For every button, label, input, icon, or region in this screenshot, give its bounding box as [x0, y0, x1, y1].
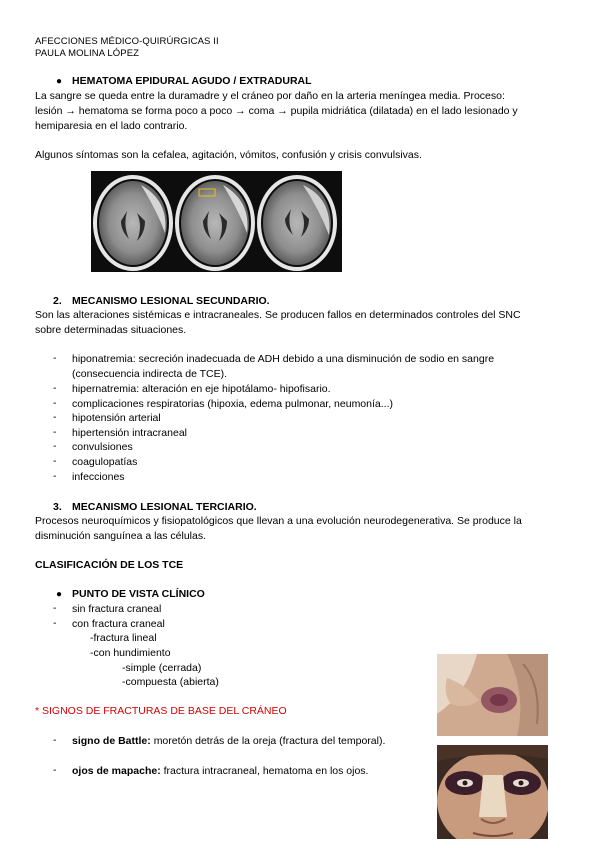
dash-marker: -: [53, 602, 57, 614]
bullet-icon: ●: [56, 589, 63, 600]
signos-title: * SIGNOS DE FRACTURAS DE BASE DEL CRÁNEO: [35, 705, 287, 717]
battle-label: signo de Battle:: [72, 735, 151, 747]
list-item: complicaciones respiratorias (hipoxia, edema pulmonar, neumonía...): [72, 398, 393, 410]
list-item: hipernatremia: alteración en eje hipotálamo- hipofisario.: [72, 383, 331, 395]
ct-scan-1: [95, 177, 171, 269]
terciario-paragraph-line: disminución sanguínea a las células.: [35, 530, 207, 542]
sub-sub-list-item: -compuesta (abierta): [122, 676, 219, 688]
course-title: AFECCIONES MÉDICO-QUIRÚRGICAS II: [35, 36, 219, 47]
dash-marker: -: [53, 352, 57, 364]
clasificacion-subtitle: PUNTO DE VISTA CLÍNICO: [72, 588, 205, 600]
mapache-item: [72, 764, 368, 779]
epidural-title: HEMATOMA EPIDURAL AGUDO / EXTRADURAL: [72, 75, 312, 87]
dash-marker: -: [53, 411, 57, 423]
ct-scan-3: [259, 177, 335, 269]
section-number: 3.: [53, 501, 62, 513]
clasificacion-title: CLASIFICACIÓN DE LOS TCE: [35, 559, 184, 571]
mapache-label: ojos de mapache:: [72, 765, 161, 777]
ct-scan-image: [91, 171, 342, 272]
dash-marker: -: [53, 455, 57, 467]
epidural-symptoms: Algunos síntomas son la cefalea, agitación, vómitos, confusión y crisis convulsivas.: [35, 149, 422, 161]
dash-marker: -: [53, 382, 57, 394]
dash-marker: -: [53, 764, 57, 776]
list-item: hiponatremia: secreción inadecuada de ADH debido a una disminución de sodio en sangre: [72, 353, 495, 365]
raccoon-eyes-photo: [437, 745, 548, 839]
epidural-paragraph-line: lesión → hematoma se forma poco a poco → coma → pupila midriática (dilatada) en el lado lesionado y: [35, 105, 518, 117]
epidural-paragraph-line: hemiparesia en el lado contrario.: [35, 120, 188, 132]
section-number: 2.: [53, 295, 62, 307]
epidural-paragraph-line: La sangre se queda entre la duramadre y el cráneo por daño en la arteria meníngea media. Proceso:: [35, 90, 505, 102]
author-name: PAULA MOLINA LÓPEZ: [35, 48, 140, 59]
dash-marker: -: [53, 734, 57, 746]
battle-item: [72, 734, 385, 749]
terciario-title: MECANISMO LESIONAL TERCIARIO.: [72, 501, 257, 513]
list-item: sin fractura craneal: [72, 603, 162, 615]
list-item: hipertensión intracraneal: [72, 427, 187, 439]
list-item: convulsiones: [72, 441, 133, 453]
ct-scan-2: [177, 177, 253, 269]
battle-sign-photo: [437, 654, 548, 736]
sub-list-item: -fractura lineal: [90, 632, 157, 644]
list-item: con fractura craneal: [72, 618, 165, 630]
dash-marker: -: [53, 617, 57, 629]
list-item: coagulopatías: [72, 456, 138, 468]
secundario-title: MECANISMO LESIONAL SECUNDARIO.: [72, 295, 270, 307]
list-item-continuation: (consecuencia indirecta de TCE).: [72, 368, 228, 380]
battle-text: moretón detrás de la oreja (fractura del temporal).: [153, 735, 386, 747]
sub-list-item: -con hundimiento: [90, 647, 171, 659]
dash-marker: -: [53, 470, 57, 482]
terciario-paragraph-line: Procesos neuroquímicos y fisiopatológicos que llevan a una evolución neurodegenerativa. Se produce la: [35, 515, 522, 527]
secundario-paragraph-line: sobre determinadas situaciones.: [35, 324, 187, 336]
bullet-icon: ●: [56, 76, 63, 87]
secundario-paragraph-line: Son las alteraciones sistémicas e intracraneales. Se producen fallos en determinados controles del SNC: [35, 309, 521, 321]
dash-marker: -: [53, 397, 57, 409]
list-item: infecciones: [72, 471, 125, 483]
dash-marker: -: [53, 426, 57, 438]
sub-sub-list-item: -simple (cerrada): [122, 662, 202, 674]
mapache-text: fractura intracraneal, hematoma en los ojos.: [163, 765, 369, 777]
list-item: hipotensión arterial: [72, 412, 161, 424]
dash-marker: -: [53, 440, 57, 452]
